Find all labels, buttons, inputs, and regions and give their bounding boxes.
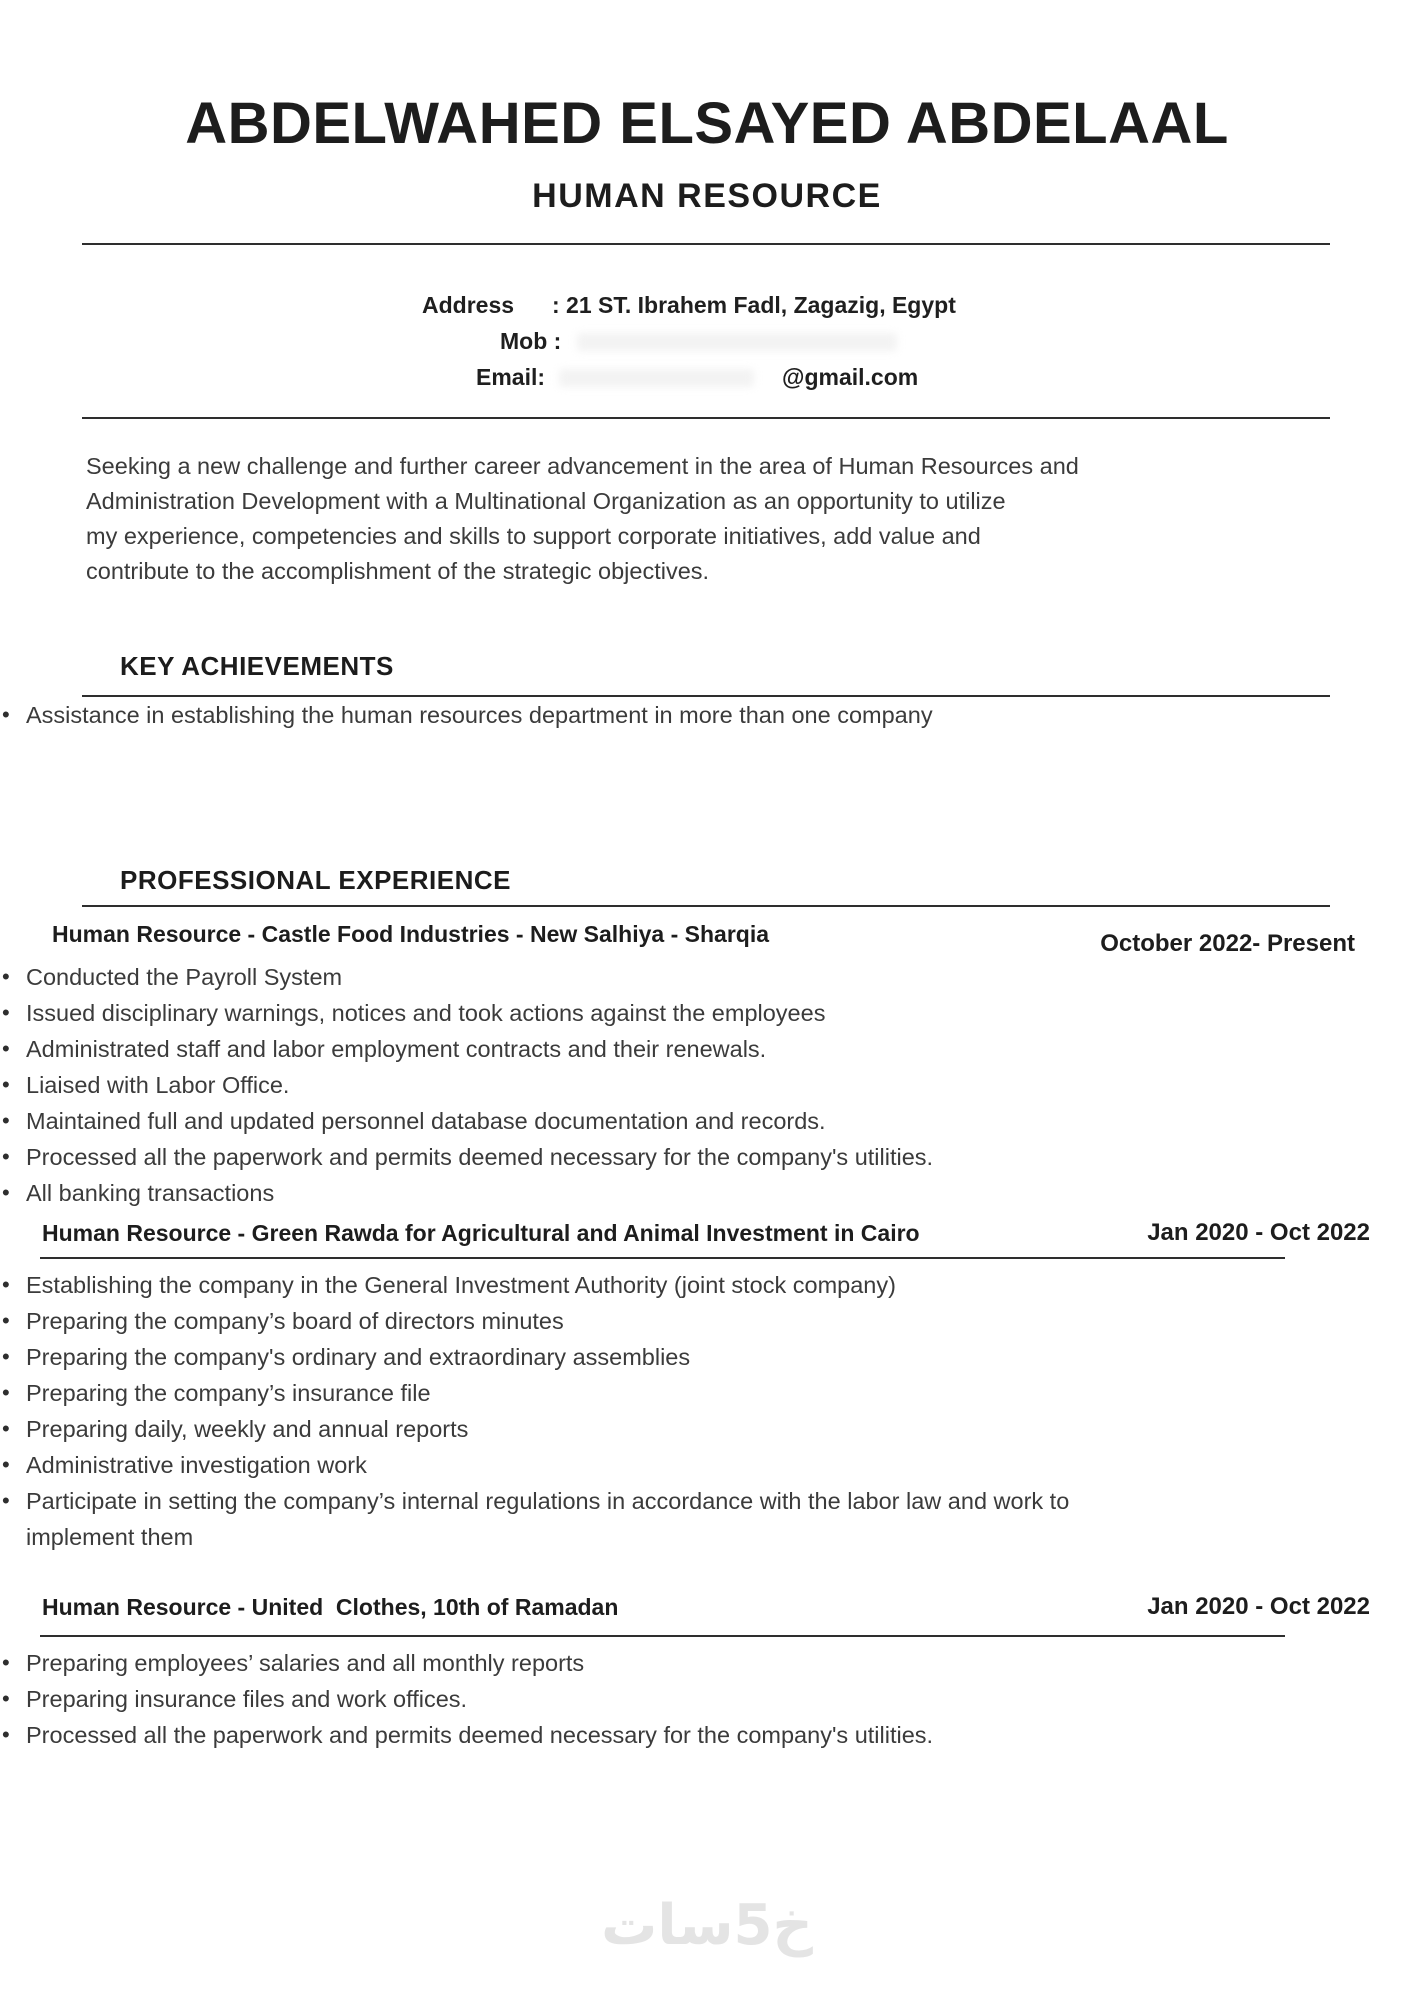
email-row	[476, 359, 1414, 395]
list-item: • Assistance in establishing the human resources department in more than one company	[0, 697, 1414, 733]
job-divider	[40, 1635, 1285, 1637]
list-item: • Maintained full and updated personnel database documentation and records.	[0, 1103, 1414, 1139]
job-divider	[40, 1257, 1285, 1259]
job-title: Human Resource - Green Rawda for Agricultural and Animal Investment in Cairo	[42, 1219, 920, 1246]
address-row	[422, 287, 1414, 323]
job-header	[52, 920, 1355, 959]
list-item: • Preparing the company’s insurance file	[0, 1375, 1100, 1411]
role-title: HUMAN RESOURCE	[532, 176, 882, 215]
contact-section	[422, 287, 1414, 395]
email-redacted-value	[559, 369, 754, 387]
objective-line: my experience, competencies and skills to support corporate initiatives, add value and	[86, 522, 981, 549]
job-title: Human Resource - United Clothes, 10th of Ramadan	[42, 1593, 619, 1620]
objective-line: Seeking a new challenge and further career advancement in the area of Human Resources and	[86, 452, 1079, 479]
list-item: • Processed all the paperwork and permits deemed necessary for the company's utilities.	[0, 1717, 1414, 1753]
job-header	[42, 1593, 1370, 1622]
candidate-name: ABDELWAHED ELSAYED ABDELAAL	[185, 91, 1229, 156]
job-bullets	[0, 1267, 1100, 1555]
mob-redacted-value	[577, 333, 897, 351]
list-item: • Establishing the company in the General Investment Authority (joint stock company)	[0, 1267, 1100, 1303]
email-domain: @gmail.com	[782, 363, 919, 390]
header-divider	[82, 243, 1330, 245]
list-item: • Processed all the paperwork and permits deemed necessary for the company's utilities.	[0, 1139, 1414, 1175]
key-achievements-list	[0, 697, 1414, 733]
job-title: Human Resource - Castle Food Industries - New Salhiya - Sharqia	[52, 920, 769, 947]
email-label: Email:	[476, 363, 546, 390]
address-label: Address	[422, 291, 515, 318]
khamsat-watermark: خ5سات	[601, 1893, 813, 1958]
job-bullets	[0, 959, 1414, 1211]
objective-line: contribute to the accomplishment of the strategic objectives.	[86, 557, 710, 584]
job-header	[42, 1219, 1370, 1248]
job-bullets	[0, 1645, 1414, 1753]
mob-label: Mob :	[500, 327, 562, 354]
contact-divider	[82, 417, 1330, 419]
list-item: • All banking transactions	[0, 1175, 1414, 1211]
list-item: • Preparing daily, weekly and annual reports	[0, 1411, 1100, 1447]
key-achievements-heading: KEY ACHIEVEMENTS	[120, 650, 394, 681]
objective-paragraph	[86, 449, 1354, 589]
professional-experience-divider	[82, 905, 1330, 907]
list-item: • Issued disciplinary warnings, notices and took actions against the employees	[0, 995, 1414, 1031]
objective-line: Administration Development with a Multinational Organization as an opportunity to utilize	[86, 487, 1006, 514]
mob-row	[500, 323, 1414, 359]
list-item: • Preparing insurance files and work offices.	[0, 1681, 1414, 1717]
job-dates: Jan 2020 - Oct 2022	[1147, 1218, 1370, 1246]
list-item: • Conducted the Payroll System	[0, 959, 1414, 995]
list-item: • Administrated staff and labor employment contracts and their renewals.	[0, 1031, 1414, 1067]
job-dates: Jan 2020 - Oct 2022	[1147, 1592, 1370, 1620]
list-item: • Administrative investigation work	[0, 1447, 1100, 1483]
list-item: • Preparing the company's ordinary and extraordinary assemblies	[0, 1339, 1100, 1375]
list-item: • Preparing the company’s board of directors minutes	[0, 1303, 1100, 1339]
list-item: • Participate in setting the company’s internal regulations in accordance with the labor law and work to implement them	[0, 1483, 1100, 1555]
list-item: • Preparing employees’ salaries and all monthly reports	[0, 1645, 1414, 1681]
address-value: : 21 ST. Ibrahem Fadl, Zagazig, Egypt	[552, 291, 956, 318]
professional-experience-heading: PROFESSIONAL EXPERIENCE	[120, 864, 511, 895]
list-item: • Liaised with Labor Office.	[0, 1067, 1414, 1103]
job-dates: October 2022- Present	[1100, 929, 1355, 957]
